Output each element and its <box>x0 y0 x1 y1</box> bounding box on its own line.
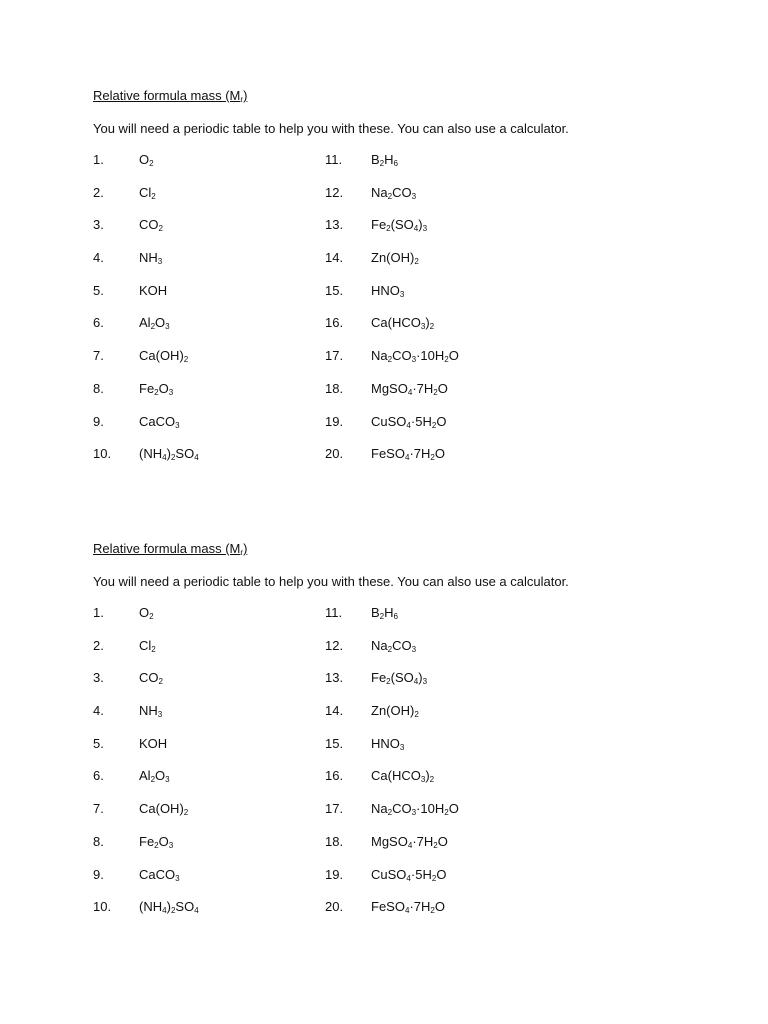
question-number: 15. <box>325 735 344 751</box>
formula-subscript: 2 <box>387 644 393 654</box>
formula-part: ) <box>418 217 423 233</box>
chemical-formula <box>371 768 434 783</box>
formula-part: H <box>384 152 394 167</box>
question-number: 11. <box>325 152 343 167</box>
question-number: 20. <box>325 446 344 462</box>
chemical-formula <box>371 605 398 620</box>
formula-subscript: 2 <box>433 387 438 397</box>
formula-part: MgSO <box>371 833 408 849</box>
formula-subscript: 2 <box>444 355 449 365</box>
question-number: 16. <box>325 315 344 331</box>
formula-part: CO <box>392 637 412 653</box>
title-text: Relative formula mass (M <box>93 541 241 556</box>
formula-subscript: 2 <box>170 906 176 916</box>
chemical-formula <box>371 834 448 849</box>
formula-subscript: 2 <box>429 322 435 332</box>
question-number: 17. <box>325 348 344 364</box>
formula-part: ) <box>425 768 430 784</box>
formula-subscript: 2 <box>387 355 393 365</box>
formula-part: O <box>158 380 169 396</box>
chemical-formula <box>371 283 404 298</box>
formula-subscript: 2 <box>430 906 435 916</box>
formula-part: B <box>371 605 380 620</box>
formula-subscript: 2 <box>379 159 385 168</box>
formula-part: O <box>436 413 447 429</box>
chemical-formula <box>139 217 163 232</box>
formula-part: (SO <box>390 670 414 686</box>
question-number: 6. <box>93 768 104 784</box>
formula-part: KOH <box>139 282 168 298</box>
formula-part: HNO <box>371 735 400 751</box>
chemical-formula <box>139 834 173 849</box>
chemical-formula <box>139 381 173 396</box>
formula-part: Fe <box>139 833 155 849</box>
formula-subscript: 2 <box>387 808 393 818</box>
formula-subscript: 3 <box>420 775 426 785</box>
formula-part: O <box>155 768 166 784</box>
formula-part: CO <box>392 348 412 364</box>
formula-part: O <box>139 605 150 620</box>
formula-subscript: 2 <box>386 224 391 234</box>
formula-subscript: 3 <box>411 191 417 201</box>
formula-subscript: 4 <box>162 906 167 916</box>
chemical-formula <box>371 446 445 461</box>
formula-part: CO <box>139 217 159 233</box>
question-number: 8. <box>93 833 104 849</box>
chemical-formula <box>139 703 162 718</box>
formula-part: CO <box>392 184 412 200</box>
formula-subscript: 2 <box>151 644 156 654</box>
formula-part: FeSO <box>371 899 405 915</box>
formula-part: Fe <box>371 670 387 686</box>
formula-part: ·7H <box>412 380 434 396</box>
formula-subscript: 3 <box>157 710 163 720</box>
chemical-formula <box>139 283 167 298</box>
formula-subscript: 2 <box>386 677 391 687</box>
section-title <box>93 88 247 103</box>
formula-subscript: 2 <box>414 257 419 267</box>
formula-part: Na <box>371 348 388 364</box>
formula-part: Zn(OH) <box>371 250 415 266</box>
formula-part: O <box>448 348 459 364</box>
instructions-text: You will need a periodic table to help you with these. You can also use a calculator. <box>93 574 569 589</box>
chemical-formula <box>139 867 180 882</box>
chemical-formula <box>371 670 427 685</box>
instructions-text: You will need a periodic table to help you with these. You can also use a calculator. <box>93 121 569 136</box>
formula-part: FeSO <box>371 446 405 462</box>
formula-part: ) <box>418 670 423 686</box>
formula-subscript: 2 <box>150 322 156 332</box>
chemical-formula <box>371 638 416 653</box>
formula-part: Fe <box>139 380 155 396</box>
chemical-formula <box>139 348 188 363</box>
formula-part: Cl <box>139 184 152 200</box>
question-number: 5. <box>93 282 104 298</box>
question-number: 19. <box>325 413 344 429</box>
question-number: 18. <box>325 380 344 396</box>
chemical-formula <box>139 315 170 330</box>
formula-subscript: 4 <box>404 906 410 916</box>
question-number: 17. <box>325 801 344 817</box>
question-number: 13. <box>325 670 344 686</box>
question-number: 14. <box>325 703 344 719</box>
chemical-formula <box>371 899 445 914</box>
question-number: 16. <box>325 768 344 784</box>
chemical-formula <box>139 414 180 429</box>
formula-subscript: 4 <box>194 453 199 463</box>
formula-part: Cl <box>139 637 152 653</box>
formula-part: ·5H <box>410 413 432 429</box>
formula-subscript: 2 <box>158 677 163 687</box>
formula-part: Al <box>139 768 151 784</box>
question-number: 11. <box>325 605 343 620</box>
formula-part: CaCO <box>139 413 176 429</box>
chemical-formula <box>139 605 154 620</box>
formula-part: Ca(OH) <box>139 348 184 364</box>
question-number: 1. <box>93 152 104 167</box>
chemical-formula <box>139 446 199 461</box>
formula-part: Al <box>139 315 151 331</box>
formula-part: Na <box>371 184 388 200</box>
formula-subscript: 2 <box>444 808 449 818</box>
formula-subscript: 3 <box>168 840 174 850</box>
formula-part: (NH <box>139 899 163 915</box>
question-number: 2. <box>93 184 104 200</box>
formula-subscript: 3 <box>422 677 428 687</box>
question-number: 9. <box>93 866 104 882</box>
formula-part: O <box>158 833 169 849</box>
question-number: 15. <box>325 282 344 298</box>
section-title <box>93 541 247 556</box>
formula-subscript: 4 <box>194 906 199 916</box>
chemical-formula <box>371 801 459 816</box>
formula-subscript: 4 <box>406 420 411 430</box>
formula-part: Zn(OH) <box>371 703 415 719</box>
question-number: 7. <box>93 348 104 364</box>
title-subscript: r <box>240 95 244 104</box>
formula-subscript: 4 <box>413 224 419 234</box>
question-number: 4. <box>93 703 104 719</box>
formula-subscript: 3 <box>399 289 405 299</box>
formula-subscript: 4 <box>404 453 410 463</box>
formula-subscript: 6 <box>393 612 399 621</box>
question-number: 18. <box>325 833 344 849</box>
formula-subscript: 2 <box>183 808 189 818</box>
chemical-formula <box>371 315 434 330</box>
chemical-formula <box>139 250 162 265</box>
question-number: 19. <box>325 866 344 882</box>
formula-part: CuSO <box>371 413 407 429</box>
chemical-formula <box>371 703 419 718</box>
formula-part: Ca(HCO <box>371 315 421 331</box>
formula-part: HNO <box>371 282 400 298</box>
formula-subscript: 2 <box>433 840 438 850</box>
formula-part: CO <box>392 801 412 817</box>
formula-subscript: 3 <box>175 420 180 430</box>
formula-subscript: 3 <box>168 387 174 397</box>
formula-part: CuSO <box>371 866 407 882</box>
chemical-formula <box>371 152 398 167</box>
question-number: 3. <box>93 670 104 686</box>
formula-part: O <box>448 801 459 817</box>
formula-subscript: 2 <box>151 191 156 201</box>
formula-part: SO <box>175 899 195 915</box>
formula-part: ·7H <box>409 899 431 915</box>
title-close: ) <box>243 541 248 556</box>
formula-subscript: 4 <box>406 873 411 883</box>
title-close: ) <box>243 88 248 103</box>
question-number: 10. <box>93 446 112 462</box>
formula-part: CO <box>139 670 159 686</box>
question-number: 12. <box>325 184 344 200</box>
formula-subscript: 2 <box>154 840 159 850</box>
formula-subscript: 3 <box>420 322 426 332</box>
question-number: 6. <box>93 315 104 331</box>
chemical-formula <box>139 638 156 653</box>
formula-subscript: 3 <box>165 322 170 332</box>
chemical-formula <box>371 867 446 882</box>
formula-subscript: 2 <box>154 387 159 397</box>
chemical-formula <box>139 152 154 167</box>
formula-subscript: 2 <box>158 224 163 234</box>
formula-subscript: 2 <box>430 453 435 463</box>
question-number: 10. <box>93 899 112 915</box>
chemical-formula <box>139 736 167 751</box>
formula-part: O <box>437 833 448 849</box>
formula-part: O <box>434 899 446 915</box>
formula-subscript: 3 <box>422 224 428 234</box>
formula-part: ·10H <box>416 348 445 364</box>
formula-subscript: 2 <box>387 191 393 201</box>
chemical-formula <box>139 768 170 783</box>
formula-part: Na <box>371 801 388 817</box>
formula-part: Fe <box>371 217 387 233</box>
question-number: 4. <box>93 250 104 266</box>
formula-part: B <box>371 152 380 167</box>
formula-subscript: 4 <box>407 387 413 397</box>
question-number: 2. <box>93 637 104 653</box>
chemical-formula <box>139 801 188 816</box>
formula-subscript: 3 <box>411 644 417 654</box>
title-text: Relative formula mass (M <box>93 88 241 103</box>
formula-subscript: 3 <box>411 355 417 365</box>
formula-part: (NH <box>139 446 163 462</box>
formula-subscript: 3 <box>399 742 405 752</box>
formula-subscript: 3 <box>157 257 163 267</box>
formula-part: (SO <box>390 217 414 233</box>
formula-part: O <box>155 315 166 331</box>
question-number: 13. <box>325 217 344 233</box>
formula-part: ·5H <box>410 866 432 882</box>
formula-subscript: 2 <box>183 355 189 365</box>
question-number: 9. <box>93 413 104 429</box>
formula-part: O <box>436 866 447 882</box>
formula-subscript: 6 <box>393 159 399 168</box>
formula-part: ·7H <box>409 446 431 462</box>
formula-part: NH <box>139 250 158 266</box>
formula-part: Na <box>371 637 388 653</box>
chemical-formula <box>371 736 404 751</box>
question-number: 14. <box>325 250 344 266</box>
question-number: 5. <box>93 735 104 751</box>
formula-part: MgSO <box>371 380 408 396</box>
question-number: 7. <box>93 801 104 817</box>
formula-part: ·10H <box>416 801 445 817</box>
formula-part: KOH <box>139 735 168 751</box>
chemical-formula <box>371 381 448 396</box>
formula-subscript: 2 <box>149 159 154 168</box>
formula-subscript: 3 <box>411 808 417 818</box>
chemical-formula <box>139 670 163 685</box>
formula-part: O <box>139 152 150 167</box>
formula-part: ) <box>425 315 430 331</box>
formula-part: SO <box>175 446 195 462</box>
formula-subscript: 2 <box>431 873 437 883</box>
formula-subscript: 4 <box>407 840 413 850</box>
chemical-formula <box>139 899 199 914</box>
chemical-formula <box>371 217 427 232</box>
formula-subscript: 2 <box>170 453 176 463</box>
question-number: 20. <box>325 899 344 915</box>
formula-part: O <box>434 446 446 462</box>
formula-part: H <box>384 605 394 620</box>
formula-part: O <box>437 380 448 396</box>
formula-subscript: 4 <box>413 677 419 687</box>
formula-subscript: 2 <box>414 710 419 720</box>
formula-subscript: 2 <box>150 775 156 785</box>
question-number: 1. <box>93 605 104 620</box>
formula-subscript: 2 <box>149 612 154 621</box>
chemical-formula <box>371 348 459 363</box>
chemical-formula <box>371 185 416 200</box>
question-number: 3. <box>93 217 104 233</box>
formula-subscript: 2 <box>431 420 437 430</box>
question-number: 8. <box>93 380 104 396</box>
formula-part: Ca(HCO <box>371 768 421 784</box>
chemical-formula <box>139 185 156 200</box>
formula-part: ·7H <box>412 833 434 849</box>
formula-subscript: 2 <box>379 612 385 621</box>
formula-subscript: 4 <box>162 453 167 463</box>
chemical-formula <box>371 250 419 265</box>
formula-part: NH <box>139 703 158 719</box>
formula-part: ) <box>166 899 171 915</box>
formula-part: Ca(OH) <box>139 801 184 817</box>
formula-part: ) <box>166 446 171 462</box>
title-subscript: r <box>240 548 244 557</box>
formula-subscript: 2 <box>429 775 435 785</box>
formula-subscript: 3 <box>165 775 170 785</box>
question-number: 12. <box>325 637 344 653</box>
formula-subscript: 3 <box>175 873 180 883</box>
chemical-formula <box>371 414 446 429</box>
formula-part: CaCO <box>139 866 176 882</box>
